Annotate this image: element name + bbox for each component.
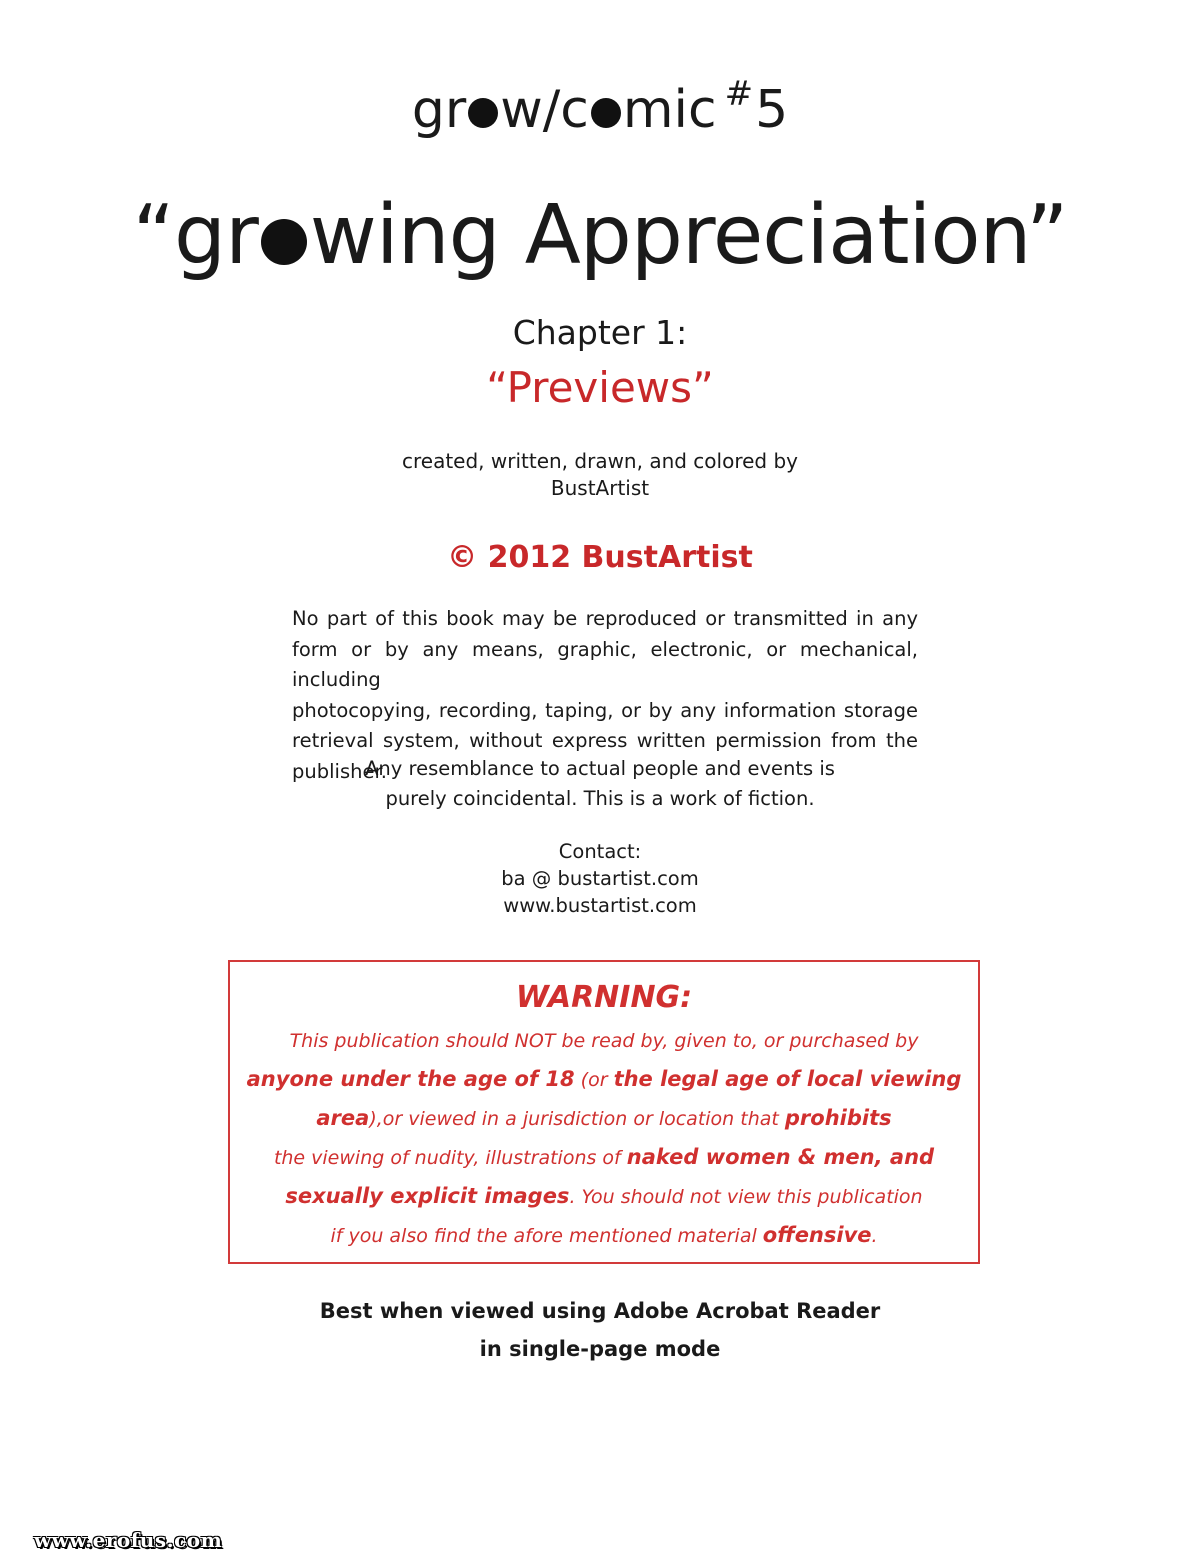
viewing-recommendation xyxy=(0,1292,1200,1368)
filled-circle-o-icon xyxy=(261,219,307,265)
warning-line xyxy=(230,1216,978,1255)
warning-line xyxy=(230,1138,978,1177)
warning-text-segment: (or xyxy=(574,1069,614,1091)
warning-line xyxy=(230,1099,978,1138)
warning-emphasis: naked women & men, and xyxy=(626,1145,935,1169)
warning-line xyxy=(230,1177,978,1216)
legal-line: photocopying, recording, taping, or by any information storage xyxy=(292,698,918,722)
contact-info xyxy=(0,838,1200,919)
series-number: 5 xyxy=(755,80,789,140)
warning-text-segment: if you also find the afore mentioned material xyxy=(330,1225,763,1247)
chapter-name: “Previews” xyxy=(486,363,714,412)
fiction-line: purely coincidental. This is a work of fiction. xyxy=(385,787,815,810)
credits-author: BustArtist xyxy=(550,476,650,500)
legal-line: form or by any means, graphic, electronic, or mechanical, including xyxy=(292,637,918,691)
credits-line: created, written, drawn, and colored by xyxy=(401,449,798,473)
contact-label: Contact: xyxy=(558,840,642,863)
fiction-disclaimer xyxy=(0,754,1200,814)
title-text-rest: wing Appreciation” xyxy=(309,188,1068,283)
warning-emphasis: area xyxy=(316,1106,370,1130)
series-text-part3: mic xyxy=(622,80,717,140)
warning-text-segment: This publication should NOT be read by, given to, or purchased by xyxy=(289,1030,919,1052)
warning-emphasis: sexually explicit images xyxy=(285,1184,570,1208)
warning-title: WARNING: xyxy=(515,980,693,1015)
warning-emphasis: prohibits xyxy=(784,1106,892,1130)
warning-emphasis: the legal age of local viewing xyxy=(613,1067,962,1091)
book-title xyxy=(0,188,1200,284)
warning-text xyxy=(230,1022,978,1255)
viewing-line: Best when viewed using Adobe Acrobat Reader xyxy=(319,1299,881,1323)
series-hash: # xyxy=(724,74,754,114)
viewing-line: in single-page mode xyxy=(479,1337,721,1361)
warning-text-segment: . You should not view this publication xyxy=(569,1186,923,1208)
legal-line: No part of this book may be reproduced or transmitted in any xyxy=(292,607,918,630)
warning-box xyxy=(228,960,980,1264)
credits xyxy=(0,448,1200,502)
contact-website: www.bustartist.com xyxy=(503,894,697,917)
site-watermark: www.erofus.com xyxy=(34,1528,223,1552)
warning-text-segment: . xyxy=(871,1225,878,1247)
chapter-label: Chapter 1: xyxy=(512,313,688,352)
legal-line: retrieval system, without express written permission from the publisher. xyxy=(292,729,918,783)
series-text-part1: gr xyxy=(411,80,467,140)
warning-text-segment: the viewing of nudity, illustrations of xyxy=(273,1147,627,1169)
fiction-line: Any resemblance to actual people and events is xyxy=(365,757,835,780)
warning-line xyxy=(230,1022,978,1060)
series-heading xyxy=(0,62,1200,142)
title-text-start: “gr xyxy=(132,188,258,283)
contact-email: ba @ bustartist.com xyxy=(501,867,699,890)
filled-circle-o-icon xyxy=(591,98,621,128)
filled-circle-o-icon xyxy=(468,98,498,128)
warning-emphasis: offensive xyxy=(762,1223,872,1247)
copyright-notice: © 2012 BustArtist xyxy=(447,540,753,575)
warning-text-segment: ),or viewed in a jurisdiction or location that xyxy=(369,1108,785,1130)
warning-line xyxy=(230,1060,978,1099)
warning-emphasis: anyone under the age of 18 xyxy=(246,1067,575,1091)
series-text-part2: w/c xyxy=(500,80,589,140)
